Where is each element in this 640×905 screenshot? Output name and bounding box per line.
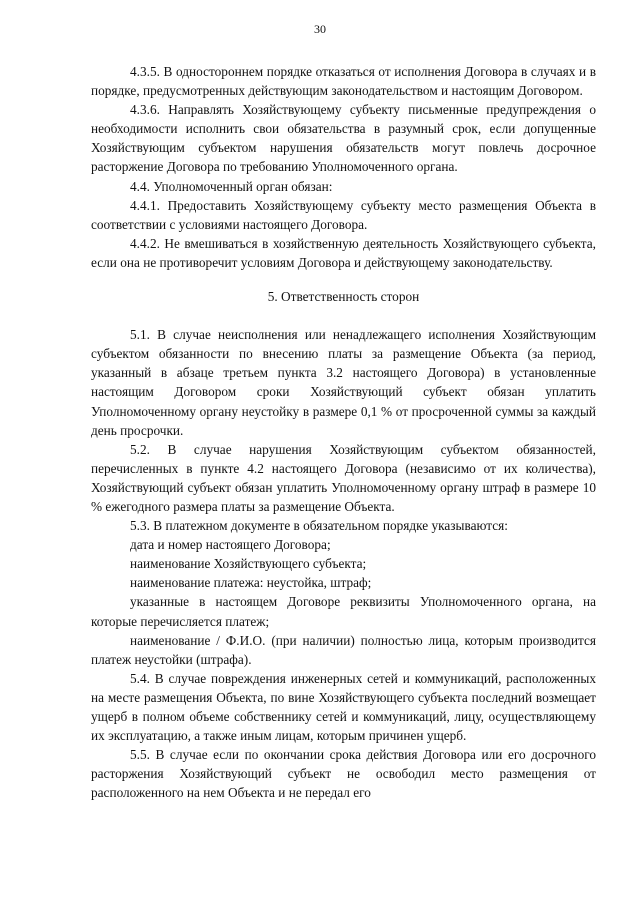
clause-4-4-2: 4.4.2. Не вмешиваться в хозяйственную деятельность Хозяйствующего субъекта, если она не противоречит условиям Договора и действующему законодательству.	[91, 235, 596, 270]
list-item: наименование Хозяйствующего субъекта;	[130, 556, 367, 572]
document-body	[91, 62, 596, 802]
clause-5-3: 5.3. В платежном документе в обязательном порядке указываются:	[130, 518, 508, 534]
list-item: наименование / Ф.И.О. (при наличии) полностью лица, которым производится платеж неустойки (штрафа).	[91, 632, 596, 667]
list-item: дата и номер настоящего Договора;	[130, 537, 331, 553]
page-number: 30	[314, 22, 326, 36]
list-item: указанные в настоящем Договоре реквизиты Уполномоченного органа, на которые перечисляется платеж;	[91, 594, 596, 629]
clause-4-4: 4.4. Уполномоченный орган обязан:	[130, 178, 333, 194]
clause-5-5: 5.5. В случае если по окончании срока действия Договора или его досрочного расторжения Хозяйствующий субъект не освободил место размещения от расположенного на нем Объекта и не передал его	[91, 747, 596, 801]
clause-5-4: 5.4. В случае повреждения инженерных сетей и коммуникаций, расположенных на месте размещения Объекта, по вине Хозяйствующего субъекта последний возмещает ущерб в полном объеме собственнику сетей и коммуникаций, лицу, осуществляющему их эксплуатацию, а также иным лицам, которым причинен ущерб.	[91, 670, 596, 744]
clause-5-2: 5.2. В случае нарушения Хозяйствующим субъектом обязанностей, перечисленных в пункте 4.2 настоящего Договора (независимо от их количества), Хозяйствующий субъект обязан уплатить Уполномоченному органу штраф в размере 10 % ежегодного размера платы за размещение Объекта.	[91, 441, 596, 514]
list-item: наименование платежа: неустойка, штраф;	[130, 575, 372, 591]
section-5-heading: 5. Ответственность сторон	[267, 289, 420, 305]
clause-4-3-5: 4.3.5. В одностороннем порядке отказаться от исполнения Договора в случаях и в порядке, предусмотренных действующим законодательством и настоящим Договором.	[91, 64, 596, 99]
clause-5-1: 5.1. В случае неисполнения или ненадлежащего исполнения Хозяйствующим субъектом обязанности по внесению платы за размещение Объекта (за период, указанный в абзаце третьем пункта 3.2 настоящего Договора) в установленные настоящим Договором сроки Хозяйствующий субъект обязан уплатить Уполномоченному органу неустойку в размере 0,1 % от просроченной суммы за каждый день просрочки.	[91, 327, 596, 438]
clause-4-3-6: 4.3.6. Направлять Хозяйствующему субъекту письменные предупреждения о необходимости исполнить свои обязательства в разумный срок, если допущенные Хозяйствующим субъектом нарушения обязательств могут повлечь досрочное расторжение Договора по требованию Уполномоченного органа.	[91, 102, 596, 175]
clause-4-4-1: 4.4.1. Предоставить Хозяйствующему субъекту место размещения Объекта в соответствии с условиями настоящего Договора.	[91, 197, 596, 232]
